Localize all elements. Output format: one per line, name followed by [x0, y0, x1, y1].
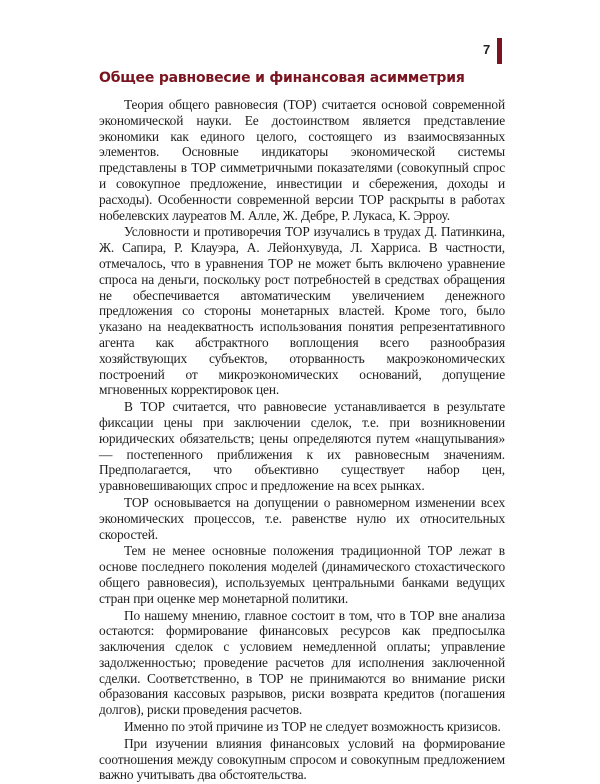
section-title: Общее равновесие и финансовая асимметрия [99, 70, 465, 86]
paragraph: Условности и противоречия ТОР изучались в трудах Д. Патинкина, Ж. Сапира, Р. Клауэра, А. Лейонхувуда, Л. Харриса. В частности, отмечалось, что в уравнения ТОР не может быть включено уравнение спроса на деньги, поскольку рост потребностей в средствах обращения не обеспечивается автоматическим увеличением денежного предложения со стороны монетарных властей. Кроме того, было указано на неадекватность использования понятия репрезентативного агента как абстрактного воплощения всего разнообразия хозяйствующих субъектов, оторванность макроэкономических построений от микроэкономических оснований, допущение мгновенных корректировок цен. [99, 224, 505, 398]
paragraph: Именно по этой причине из ТОР не следует возможность кризисов. [124, 719, 501, 735]
paragraph: При изучении влияния финансовых условий на формирование соотношения между совокупным спросом и совокупным предложением важно учитывать два обстоятельства. [99, 735, 505, 783]
body-text [99, 97, 505, 784]
paragraph: В ТОР считается, что равновесие устанавливается в результате фиксации цены при заключении сделок, т.е. при возникновении юридических обязательств; цены определяются путем «нащупывания» — постепенного приближения к их равновесным значениям. Предполагается, что объективно существует набор цен, уравновешивающих спрос и предложение на всех рынках. [99, 399, 505, 494]
page-number-bar [497, 38, 502, 64]
paragraph: ТОР основывается на допущении о равномерном изменении всех экономических процессов, т.е. равенстве нулю их относительных скоростей. [99, 494, 505, 542]
paragraph: Теория общего равновесия (ТОР) считается основой современной экономической науки. Ее достоинством является представление экономики как единого целого, состоящего из взаимосвязанных элементов. Основные индикаторы экономической системы представлены в ТОР симметричными показателями (совокупный спрос и совокупное предложение, инвестиции и сбережения, доходы и расходы). Особенности современной версии ТОР раскрыты в работах нобелевских лауреатов М. Алле, Ж. Дебре, Р. Лукаса, К. Эрроу. [99, 97, 505, 223]
page-number: 7 [483, 42, 491, 57]
paragraph: Тем не менее основные положения традиционной ТОР лежат в основе последнего поколения моделей (динамического стохастического общего равновесия), используемых центральными банками ведущих стран при оценке мер монетарной политики. [99, 543, 505, 606]
paragraph: По нашему мнению, главное состоит в том, что в ТОР вне анализа остаются: формирование финансовых ресурсов как предпосылка заключения сделок с условием немедленной оплаты; управление задолженностью; проведение расчетов для исполнения заключенной сделки. Соответственно, в ТОР не принимаются во внимание риски образования кассовых разрывов, риски возврата кредитов (погашения долгов), риски проведения расчетов. [99, 607, 505, 718]
